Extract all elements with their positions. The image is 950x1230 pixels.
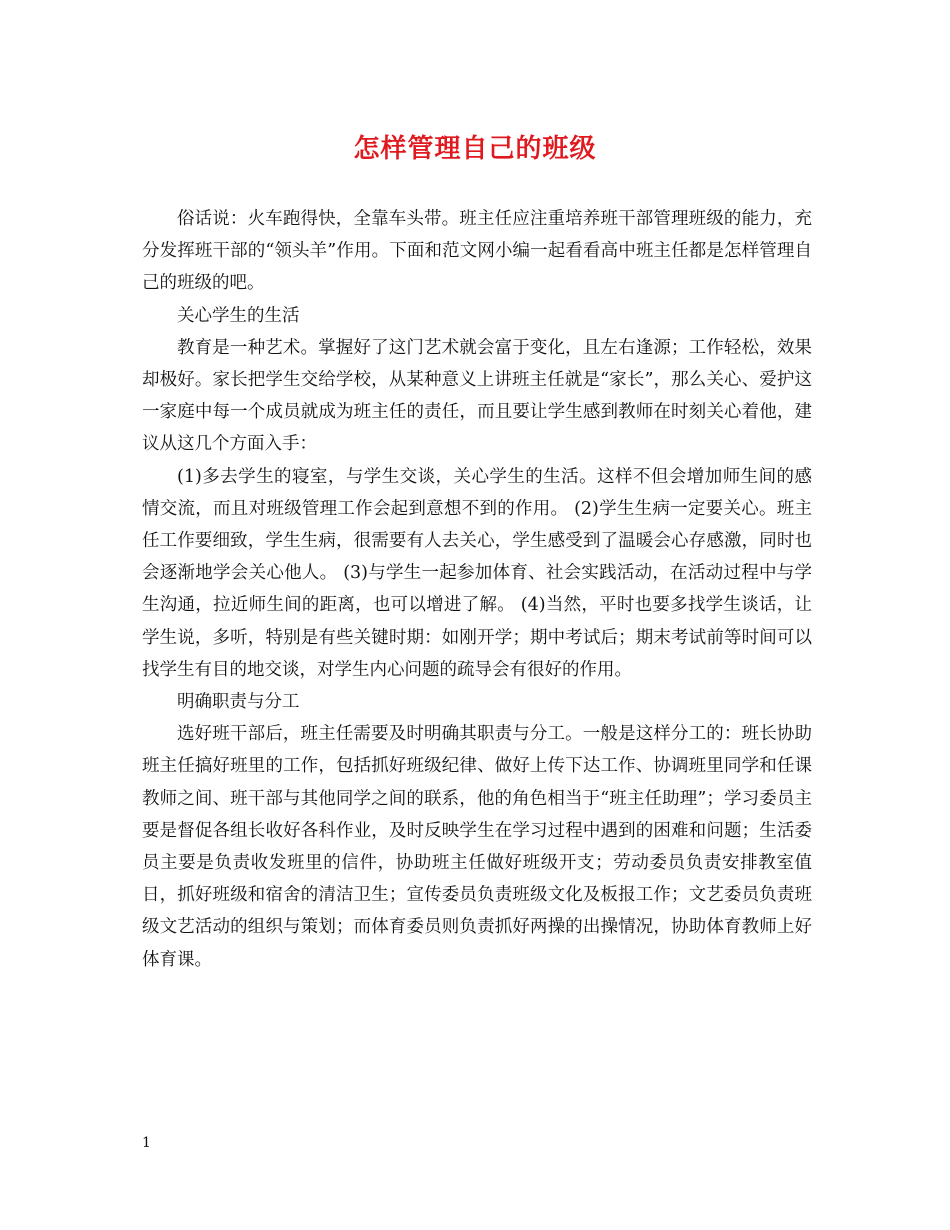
- document-body: [142, 203, 812, 976]
- intro-paragraph: 俗话说：火车跑得快，全靠车头带。班主任应注重培养班干部管理班级的能力，充分发挥班干部的“领头羊”作用。下面和范文网小编一起看看高中班主任都是怎样管理自己的班级的吧。: [142, 209, 812, 294]
- section-heading-care: 关心学生的生活: [177, 305, 300, 326]
- section-heading-duties: 明确职责与分工: [177, 692, 300, 713]
- body-paragraph: (1)多去学生的寝室，与学生交谈，关心学生的生活。这样不但会增加师生间的感情交流，而且对班级管理工作会起到意想不到的作用。 (2)学生生病一定要关心。班主任工作要细致，学生生病，很需要有人去关心，学生感受到了温暖会心存感激，同时也会逐渐地学会关心他人。 (3)与学生一起参加体育、社会实践活动，在活动过程中与学生沟通，拉近师生间的距离，也可以增进了解。 (4)当然，平时也要多找学生谈话，让学生说，多听，特别是有些关键时期：如刚开学；期中考试后；期末考试前等时间可以找学生有目的地交谈，对学生内心问题的疏导会有很好的作用。: [142, 466, 812, 680]
- body-paragraph: 选好班干部后，班主任需要及时明确其职责与分工。一般是这样分工的：班长协助班主任搞好班里的工作，包括抓好班级纪律、做好上传下达工作、协调班里同学和任课教师之间、班干部与其他同学之间的联系，他的角色相当于“班主任助理”；学习委员主要是督促各组长收好各科作业，及时反映学生在学习过程中遇到的困难和问题；生活委员主要是负责收发班里的信件，协助班主任做好班级开支；劳动委员负责安排教室值日，抓好班级和宿舍的清洁卫生；宣传委员负责班级文化及板报工作；文艺委员负责班级文艺活动的组织与策划；而体育委员则负责抓好两操的出操情况，协助体育教师上好体育课。: [142, 724, 812, 970]
- document-title: 怎样管理自己的班级: [353, 134, 597, 164]
- page-number: 1: [142, 1135, 151, 1151]
- body-paragraph: 教育是一种艺术。掌握好了这门艺术就会富于变化，且左右逢源；工作轻松，效果却极好。家长把学生交给学校，从某种意义上讲班主任就是“家长”，那么关心、爱护这一家庭中每一个成员就成为班主任的责任，而且要让学生感到教师在时刻关心着他，建议从这几个方面入手：: [142, 337, 812, 455]
